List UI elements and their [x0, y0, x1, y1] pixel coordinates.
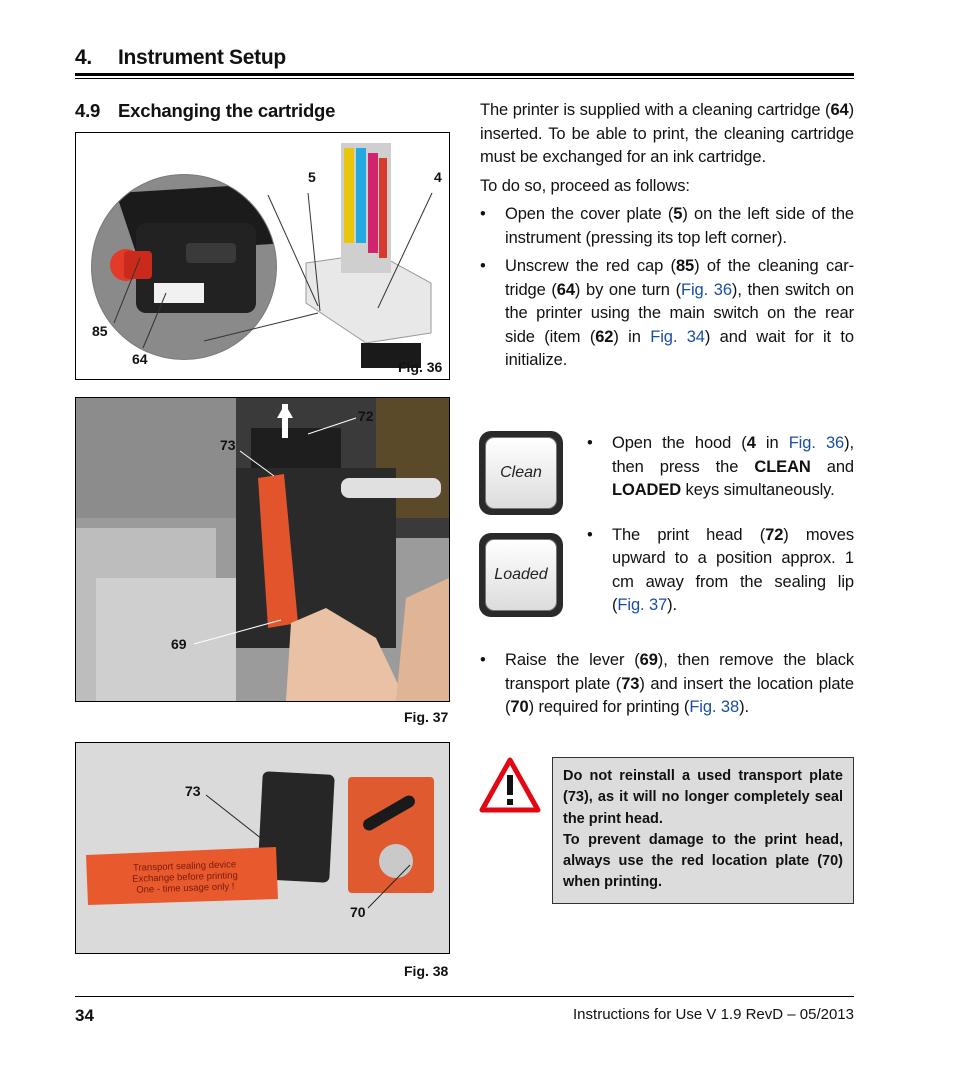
callout-85: 85 — [92, 323, 108, 339]
warning-box — [552, 757, 854, 904]
callout-4: 4 — [434, 169, 442, 185]
figure-38-illustration — [76, 743, 449, 953]
figure-37-illustration — [76, 398, 449, 701]
figure-36-illustration — [76, 133, 449, 379]
bullet-print-head: • The print head (72) moves upward to a position approx. 1 cm away from the sealing lip (Fig. 37). — [587, 524, 854, 618]
intro-text — [480, 99, 854, 373]
header-rule-thin — [75, 78, 854, 79]
footer-doc-info: Instructions for Use V 1.9 RevD – 05/2013 — [573, 1006, 854, 1023]
callout-73: 73 — [185, 783, 201, 799]
link-fig-36[interactable]: Fig. 36 — [788, 434, 845, 452]
bullet-open-hood: • Open the hood (4 in Fig. 36), then press the CLEAN and LOADED keys simultaneously. — [587, 432, 854, 503]
chapter-heading — [75, 46, 286, 70]
loaded-key — [479, 533, 563, 617]
link-fig-36[interactable]: Fig. 36 — [680, 280, 732, 299]
figure-37-caption: Fig. 37 — [404, 709, 449, 725]
figure-38 — [75, 742, 450, 954]
tag-line-1: Transport sealing device — [132, 859, 237, 874]
link-fig-37[interactable]: Fig. 37 — [617, 596, 668, 614]
warning-icon — [479, 757, 541, 813]
section-heading — [75, 100, 335, 122]
section-number: 4.9 — [75, 100, 101, 121]
clean-key-label: Clean — [485, 437, 557, 509]
warning-line-1: Do not reinstall a used transport plate (73), as it will no longer completely seal the print head. — [563, 768, 843, 827]
figure-37 — [75, 397, 450, 702]
bullet-raise-lever: • Raise the lever (69), then remove the black transport plate (73) and insert the location plate (70) required for printing (Fig. 38). — [480, 649, 854, 720]
chapter-title: Instrument Setup — [118, 46, 286, 69]
link-fig-38[interactable]: Fig. 38 — [689, 698, 740, 716]
callout-72: 72 — [358, 408, 374, 424]
footer-rule — [75, 996, 854, 997]
figure-36 — [75, 132, 450, 380]
callout-69: 69 — [171, 636, 187, 652]
figure-38-caption: Fig. 38 — [404, 963, 449, 979]
clean-key — [479, 431, 563, 515]
header-rule-thick — [75, 73, 854, 76]
intro-instruction: To do so, proceed as follows: — [480, 176, 690, 195]
key-instructions — [587, 432, 854, 618]
figure-36-caption: Fig. 36 — [398, 359, 443, 375]
warning-line-2: To prevent damage to the print head, always use the red location plate (70) when printing. — [563, 831, 843, 891]
intro-paragraph: The printer is supplied with a cleaning cartridge (64) inserted. To be able to print, the cleaning cartridge must be exchanged for an ink cartridge. — [480, 101, 854, 166]
tag-line-2: Exchange before printing — [132, 870, 238, 885]
page-number: 34 — [75, 1006, 94, 1025]
callout-5: 5 — [308, 169, 316, 185]
callout-73: 73 — [220, 437, 236, 453]
bullet-open-cover: • Open the cover plate (5) on the left side of the instrument (pressing its top left corner). — [480, 203, 854, 250]
lever-instructions — [480, 649, 854, 720]
chapter-number: 4. — [75, 46, 92, 69]
callout-64: 64 — [132, 351, 148, 367]
loaded-key-label: Loaded — [485, 539, 557, 611]
tag-line-3: One - time usage only ! — [136, 881, 235, 896]
link-fig-34[interactable]: Fig. 34 — [650, 327, 705, 346]
bullet-unscrew-cap: • Unscrew the red cap (85) of the cleaning car-tridge (64) by one turn (Fig. 36), then switch on the printer using the main switch on the rear side (item (62) in Fig. 34) and wait for it to initialize. — [480, 255, 854, 373]
callout-70: 70 — [350, 904, 366, 920]
section-title: Exchanging the cartridge — [118, 100, 336, 121]
transport-tag — [91, 858, 278, 897]
